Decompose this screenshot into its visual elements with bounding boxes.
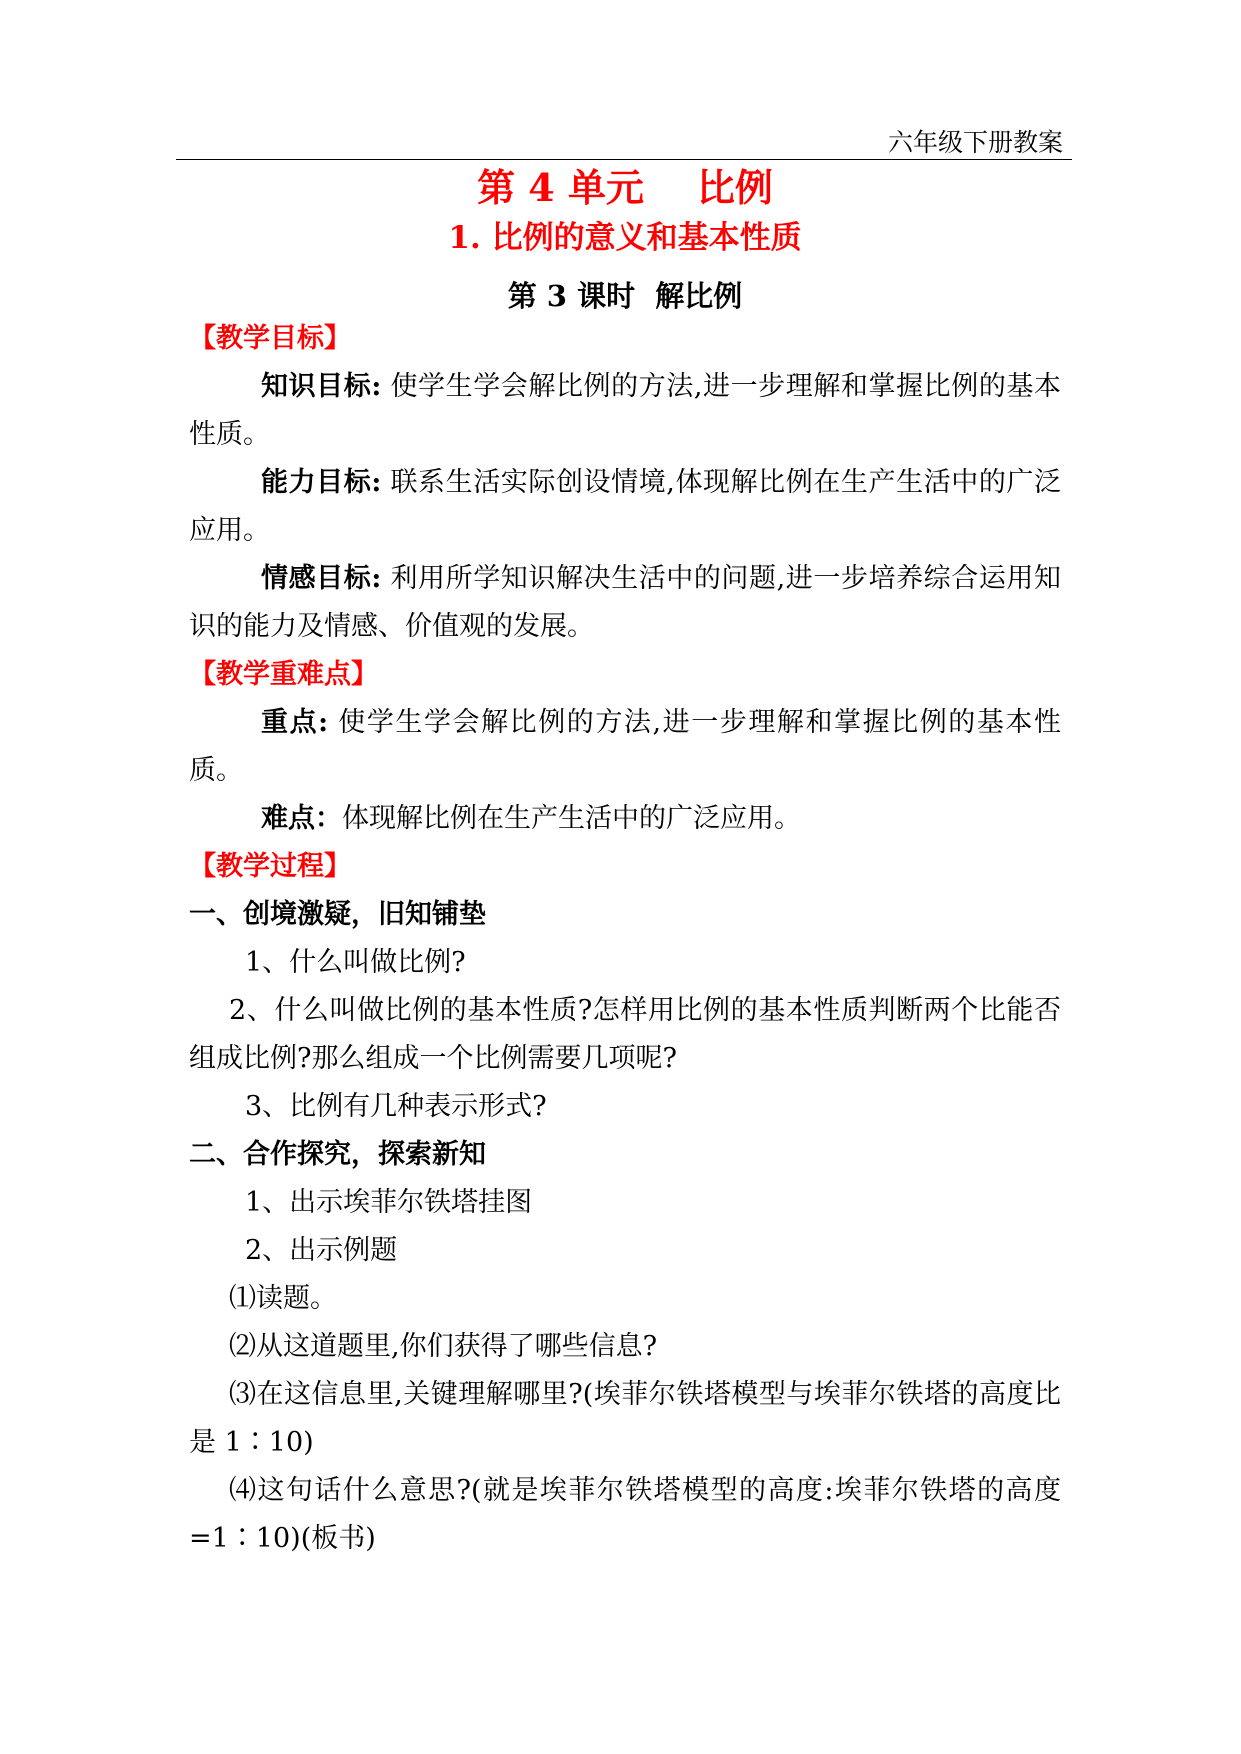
running-header: 六年级下册教案 — [887, 128, 1063, 157]
ability-objective-text: 联系生活实际创设情境,体现解比例在生产生活中的广泛应用。 — [189, 467, 1061, 546]
emotion-objective — [189, 555, 1061, 651]
difficulty-point-label: 难点： — [261, 803, 342, 834]
key-point — [189, 699, 1061, 795]
list-item: 1、出示埃菲尔铁塔挂图 — [245, 1187, 533, 1218]
difficulty-point-text: 体现解比例在生产生活中的广泛应用。 — [342, 803, 801, 834]
knowledge-objective — [189, 363, 1061, 459]
key-point-label: 重点: — [261, 707, 329, 738]
part-one-title: 一、创境激疑，旧知铺垫 — [189, 899, 486, 930]
ability-objective-label: 能力目标: — [261, 467, 382, 498]
emotion-objective-text: 利用所学知识解决生活中的问题,进一步培养综合运用知识的能力及情感、价值观的发展。 — [189, 563, 1061, 642]
process-heading: 【教学过程】 — [189, 851, 351, 882]
section-title: 1. 比例的意义和基本性质 — [448, 220, 802, 256]
emotion-objective-label: 情感目标: — [261, 563, 382, 594]
list-item: 3、比例有几种表示形式? — [245, 1091, 547, 1122]
list-item: ⑶在这信息里,关键理解哪里?(埃菲尔铁塔模型与埃菲尔铁塔的高度比是 1∶10) — [189, 1379, 1061, 1458]
list-item: ⑵从这道题里,你们获得了哪些信息? — [229, 1331, 658, 1362]
document-body — [189, 160, 1061, 1563]
unit-title: 第 4 单元 比例 — [477, 165, 773, 210]
list-item: ⑷这句话什么意思?(就是埃菲尔铁塔模型的高度:埃菲尔铁塔的高度=1∶10)(板书) — [189, 1475, 1061, 1554]
knowledge-objective-label: 知识目标: — [261, 371, 382, 402]
knowledge-objective-text: 使学生学会解比例的方法,进一步理解和掌握比例的基本性质。 — [189, 371, 1061, 450]
ability-objective — [189, 459, 1061, 555]
part-two-title: 二、合作探究，探索新知 — [189, 1139, 486, 1170]
difficulty-point — [189, 795, 1061, 843]
key-points-heading: 【教学重难点】 — [189, 659, 378, 690]
lesson-title: 第 3 课时 解比例 — [507, 279, 743, 313]
key-point-text: 使学生学会解比例的方法,进一步理解和掌握比例的基本性质。 — [189, 707, 1061, 786]
list-item: ⑴读题。 — [229, 1283, 337, 1314]
list-item: 2、出示例题 — [245, 1235, 398, 1266]
objectives-heading: 【教学目标】 — [189, 323, 351, 354]
list-item: 2、什么叫做比例的基本性质?怎样用比例的基本性质判断两个比能否组成比例?那么组成一个比例需要几项呢? — [189, 995, 1061, 1074]
list-item: 1、什么叫做比例? — [245, 947, 466, 978]
